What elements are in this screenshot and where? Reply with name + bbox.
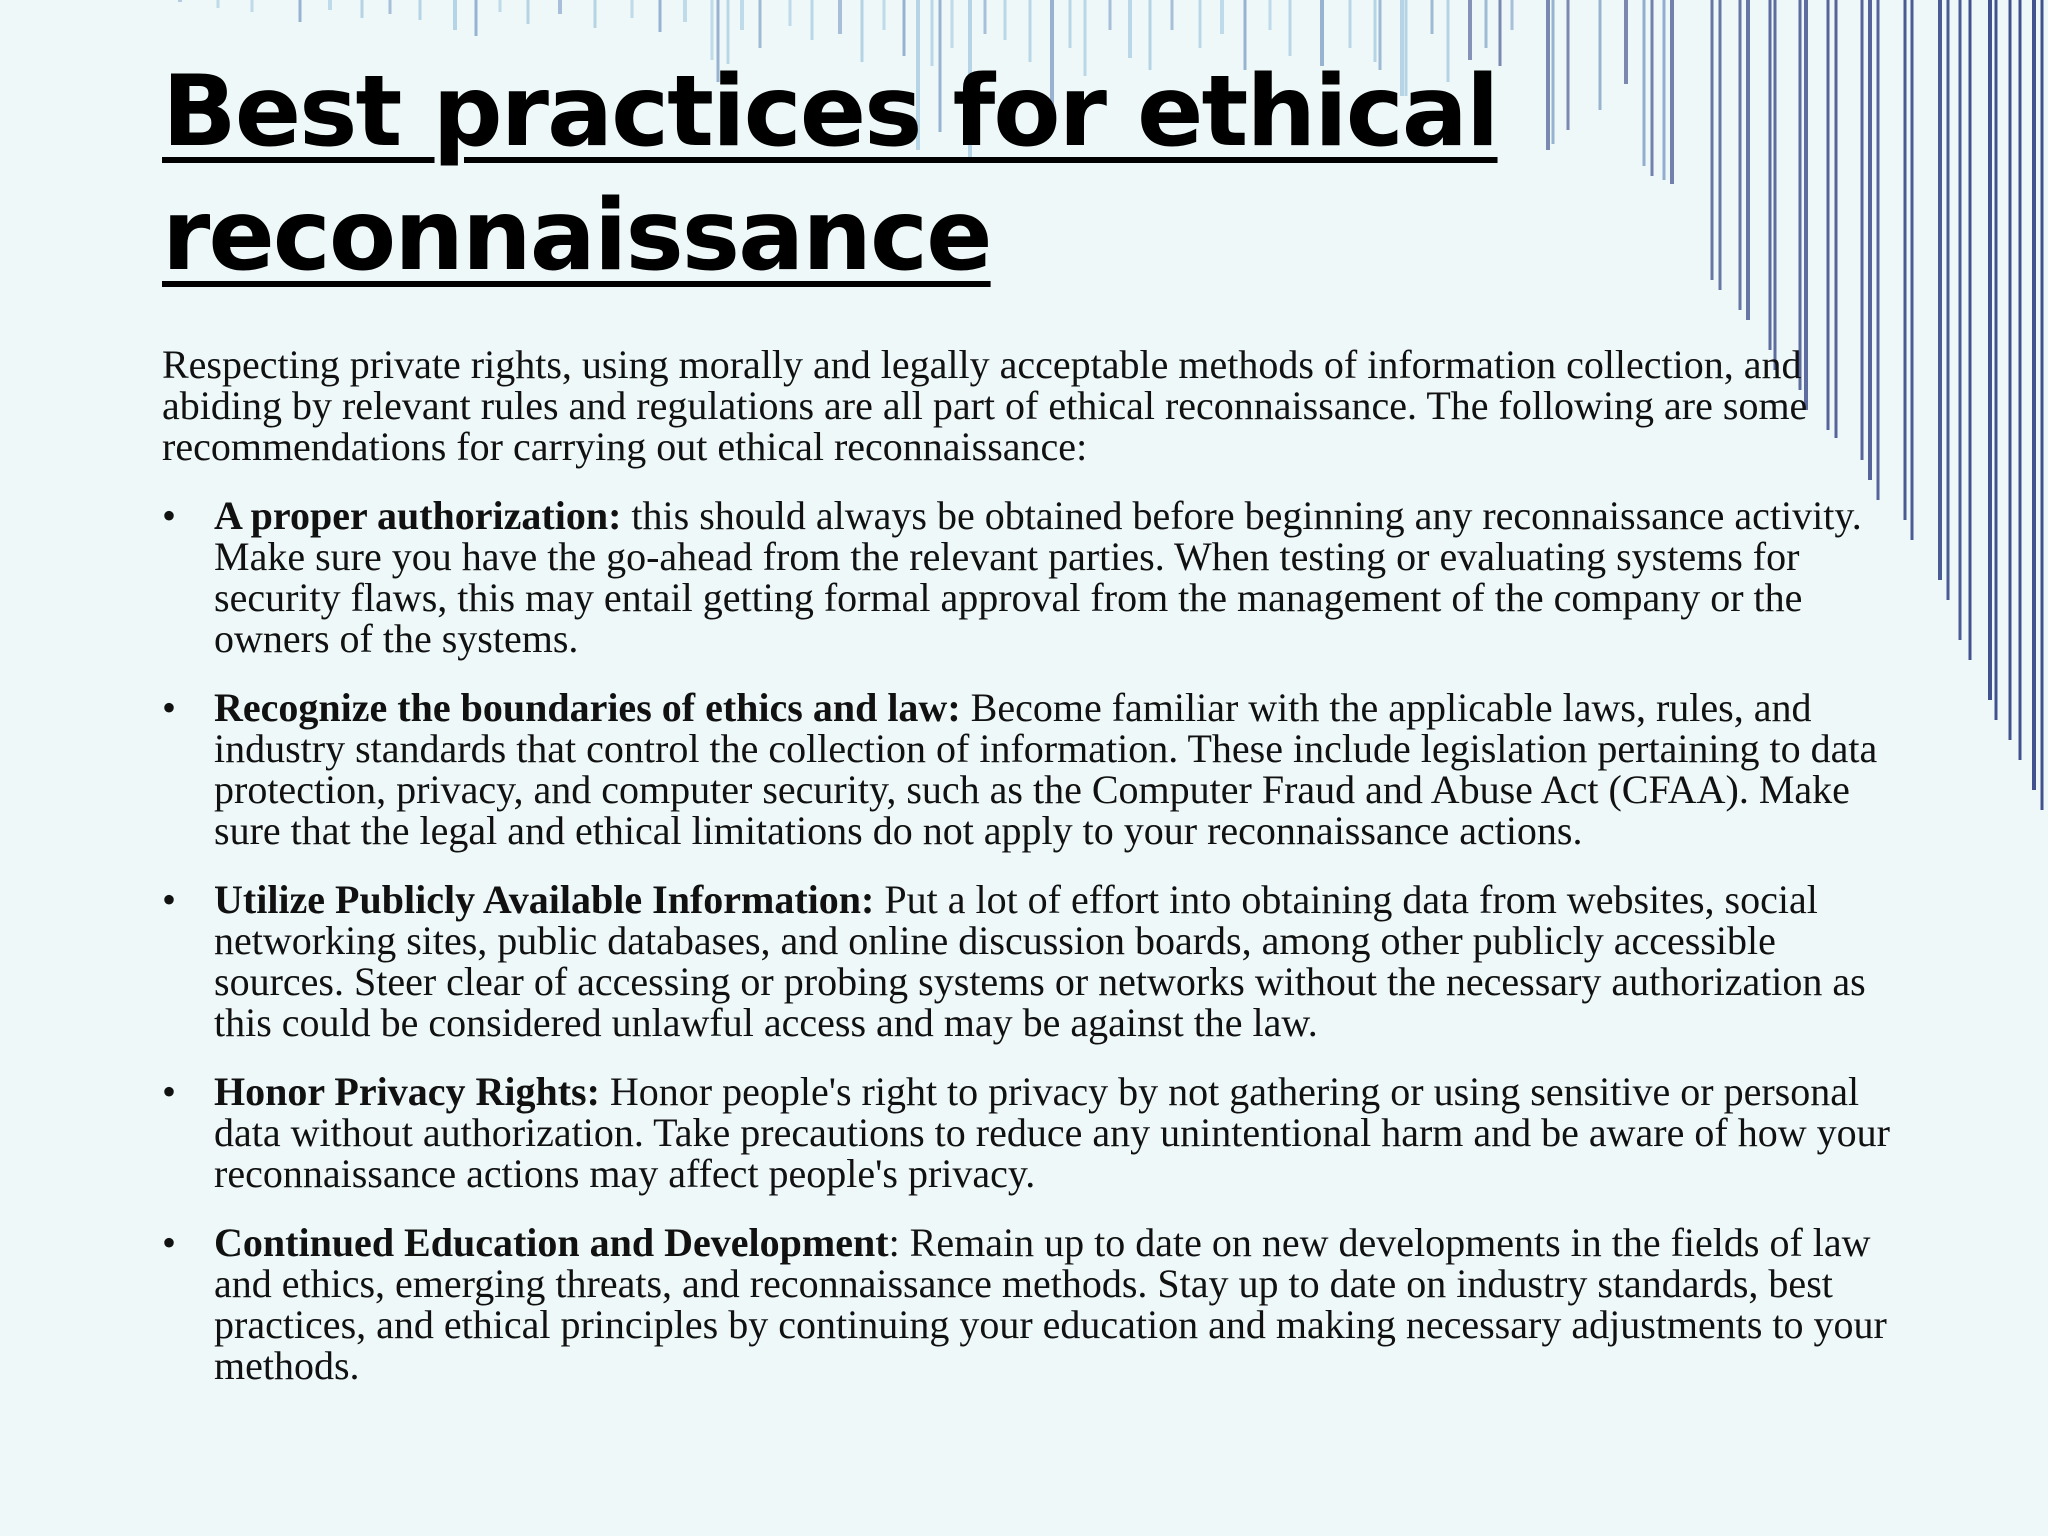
bullet-icon: •: [162, 493, 177, 538]
slide-body: [162, 344, 1902, 1414]
bullet-text: Honor people's right to privacy by not gathering or using sensitive or personal data without authorization. Take precautions to reduce any unintentional harm and be aware of how your reconnaissance actions may affect people's privacy.: [214, 1069, 1890, 1196]
bullet-icon: •: [162, 685, 177, 730]
bullet-list: [162, 495, 1902, 1386]
intro-paragraph: Respecting private rights, using morally and legally acceptable methods of information collection, and abiding by relevant rules and regulations are all part of ethical reconnaissance. The following are some recommendations for carrying out ethical reconnaissance:: [162, 342, 1808, 469]
bullet-text: this should always be obtained before beginning any reconnaissance activity. Make sure you have the go-ahead from the relevant parties. When testing or evaluating systems for security flaws, this may entail getting formal approval from the management of the company or the owners of the systems.: [214, 493, 1862, 661]
bullet-title: Utilize Publicly Available Information:: [214, 877, 875, 922]
bullet-item-ethics-law: [162, 687, 1902, 851]
bullet-icon: •: [162, 877, 177, 922]
bullet-item-public-info: [162, 879, 1902, 1043]
bullet-title: Recognize the boundaries of ethics and law:: [214, 685, 961, 730]
slide-title-text: Best practices for ethical reconnaissance: [162, 55, 1498, 293]
bullet-icon: •: [162, 1069, 177, 1114]
bullet-item-privacy: [162, 1071, 1902, 1194]
bullet-title: Continued Education and Development: [214, 1220, 889, 1265]
bullet-title: Honor Privacy Rights:: [214, 1069, 600, 1114]
bullet-item-authorization: [162, 495, 1902, 659]
bullet-text: Become familiar with the applicable laws, rules, and industry standards that control the collection of information. These include legislation pertaining to data protection, privacy, and computer security, such as the Computer Fraud and Abuse Act (CFAA). Make sure that the legal and ethical limitations do not apply to your reconnaissance actions.: [214, 685, 1878, 853]
bullet-item-education: [162, 1222, 1902, 1386]
bullet-icon: •: [162, 1220, 177, 1265]
bullet-title: A proper authorization:: [214, 493, 622, 538]
slide-title: [162, 50, 1662, 298]
bullet-text: : Remain up to date on new developments in the fields of law and ethics, emerging threats, and reconnaissance methods. Stay up to date on industry standards, best practices, and ethical principles by continuing your education and making necessary adjustments to your methods.: [214, 1220, 1887, 1388]
bullet-text: Put a lot of effort into obtaining data from websites, social networking sites, public databases, and online discussion boards, among other publicly accessible sources. Steer clear of accessing or probing systems or networks without the necessary authorization as this could be considered unlawful access and may be against the law.: [214, 877, 1866, 1045]
